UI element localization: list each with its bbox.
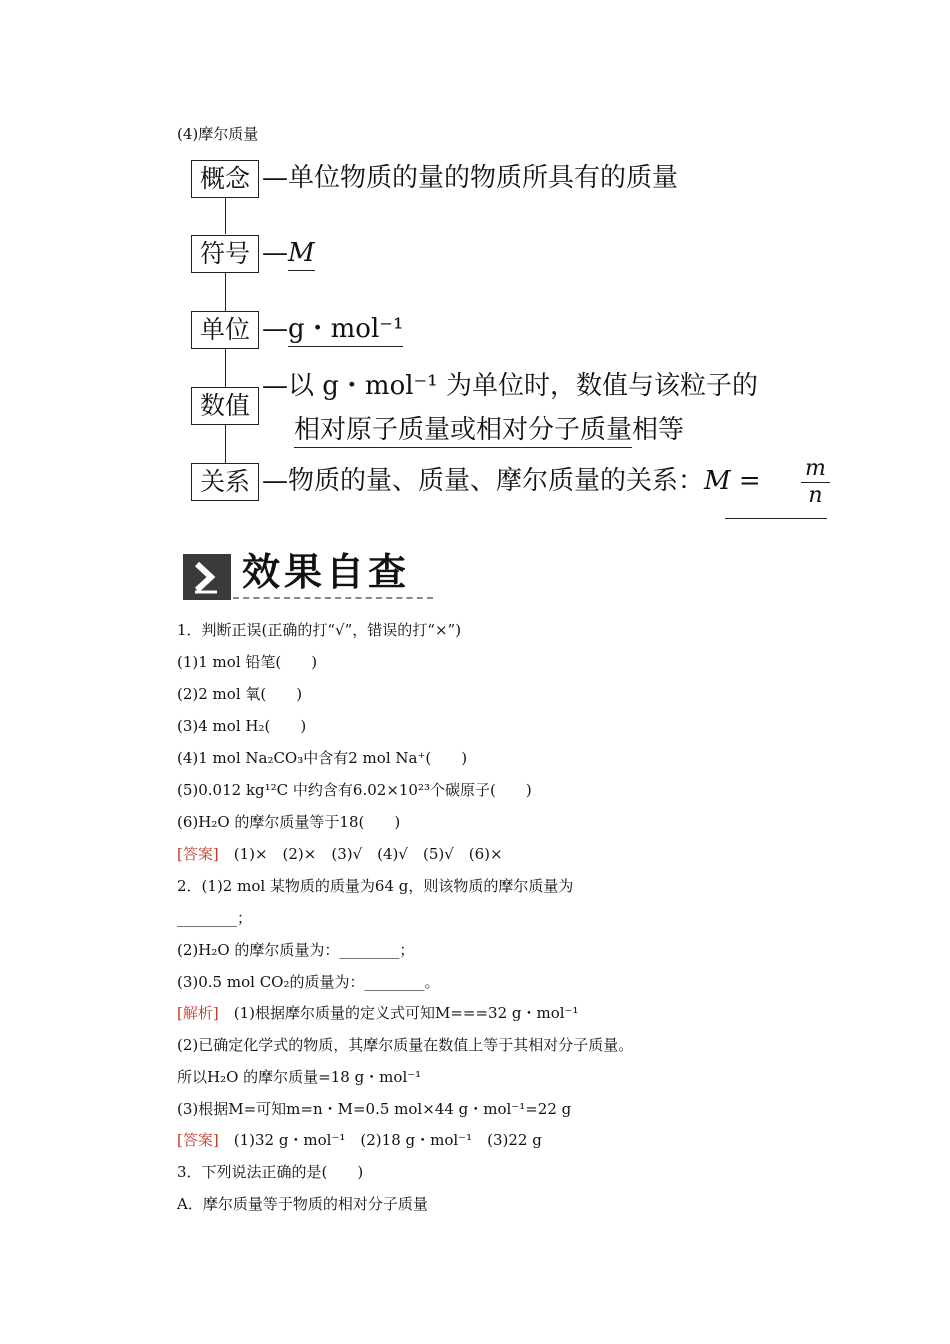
relation-fraction	[795, 456, 830, 509]
q1-item-1: (1)1 mol 铅笔( )	[177, 653, 318, 671]
connector-line	[225, 198, 226, 234]
connector-line	[225, 425, 226, 463]
answer-tag: [答案]	[177, 1131, 219, 1149]
q2-blank-1: ________；	[177, 909, 253, 927]
label-symbol: 符号	[191, 235, 259, 273]
section-title: (4)摩尔质量	[177, 125, 259, 143]
fraction-denominator: n	[808, 483, 823, 508]
relation-text: —物质的量、质量、摩尔质量的关系：M =	[262, 466, 761, 496]
value-text-line1: —以 g・mol⁻¹ 为单位时，数值与该粒子的	[262, 371, 758, 401]
q3-option-a: A．摩尔质量等于物质的相对分子质量	[177, 1195, 428, 1213]
fraction-numerator: m	[801, 456, 830, 483]
q1-item-6: (6)H₂O 的摩尔质量等于18( )	[177, 813, 401, 831]
q1-item-2: (2)2 mol 氧( )	[177, 685, 303, 703]
chevron-right-icon	[183, 554, 231, 600]
q2-item-3: (3)0.5 mol CO₂的质量为：________。	[177, 973, 440, 991]
unit-text: —g・mol⁻¹	[262, 311, 403, 347]
q2-analysis-2: (2)已确定化学式的物质，其摩尔质量在数值上等于其相对分子质量。	[177, 1036, 634, 1054]
value-text-line2: 相对原子质量或相对分子质量相等	[294, 412, 684, 448]
q1-answer: [答案] (1)× (2)× (3)√ (4)√ (5)√ (6)×	[177, 845, 503, 863]
concept-text: —单位物质的量的物质所具有的质量	[262, 163, 679, 193]
label-value: 数值	[191, 387, 259, 425]
connector-line	[225, 273, 226, 311]
banner-title: 效果自查	[242, 550, 411, 594]
label-unit: 单位	[191, 311, 259, 349]
connector-line	[225, 349, 226, 387]
q2-analysis-1: [解析] (1)根据摩尔质量的定义式可知M===32 g・mol⁻¹	[177, 1004, 579, 1022]
q1-item-3: (3)4 mol H₂( )	[177, 717, 307, 735]
q3-stem: 3．下列说法正确的是( )	[177, 1163, 364, 1181]
label-relation: 关系	[191, 463, 259, 501]
symbol-text: —M	[262, 235, 315, 271]
q1-stem: 1．判断正误(正确的打“√”，错误的打“×”)	[177, 621, 462, 639]
q2-item-2: (2)H₂O 的摩尔质量为：________；	[177, 941, 415, 959]
label-concept: 概念	[191, 160, 259, 198]
analysis-tag: [解析]	[177, 1004, 219, 1022]
relation-underline	[725, 518, 827, 519]
q2-analysis-4: (3)根据M=可知m=n・M=0.5 mol×44 g・mol⁻¹=22 g	[177, 1100, 572, 1118]
q2-stem: 2．(1)2 mol 某物质的质量为64 g，则该物质的摩尔质量为	[177, 877, 574, 895]
q2-answer: [答案] (1)32 g・mol⁻¹ (2)18 g・mol⁻¹ (3)22 g	[177, 1131, 542, 1149]
q2-analysis-3: 所以H₂O 的摩尔质量=18 g・mol⁻¹	[177, 1068, 422, 1086]
answer-tag: [答案]	[177, 845, 219, 863]
q1-item-4: (4)1 mol Na₂CO₃中含有2 mol Na⁺( )	[177, 749, 468, 767]
q1-item-5: (5)0.012 kg¹²C 中约含有6.02×10²³个碳原子( )	[177, 781, 532, 799]
banner-dashline	[233, 597, 433, 599]
